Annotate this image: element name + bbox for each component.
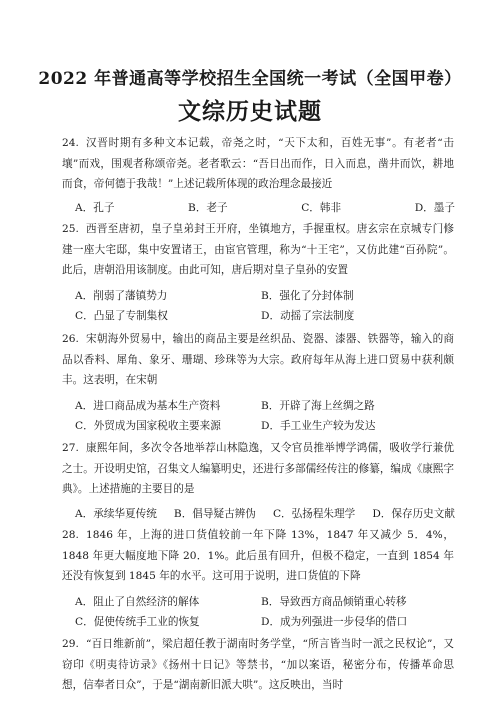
question-27-options <box>75 504 455 524</box>
exam-subtitle: 文综历史试题 <box>178 98 322 125</box>
question-25-options <box>75 286 455 326</box>
option-a[interactable]: A．阻止了自然经济的解体 <box>75 596 200 608</box>
question-stem: 西晋至唐初，皇子皇弟封王开府，坐镇地方，手握重权。唐玄宗在京城专门修建一座大宅邸，集中安置诸王，由宦官管理，称为“十王宅”，又仿此建“百孙院”。此后，唐朝沿用该制度。由此可知，唐后期对皇子皇孙的安置 <box>62 223 454 276</box>
option-c[interactable]: C．凸显了专制集权 <box>75 310 168 322</box>
option-b[interactable]: B．导致西方商品倾销重心转移 <box>261 596 407 608</box>
question-28 <box>62 525 454 587</box>
option-b[interactable]: B．强化了分封体制 <box>261 290 354 302</box>
option-b[interactable]: B．老子 <box>188 202 228 214</box>
question-26 <box>62 329 454 391</box>
option-c[interactable]: C．外贸成为国家税收主要来源 <box>75 420 221 432</box>
question-26-options <box>75 396 455 436</box>
option-c[interactable]: C．韩非 <box>301 202 342 214</box>
option-d[interactable]: D．墨子 <box>414 202 455 214</box>
question-27 <box>62 438 454 500</box>
question-number: 26. <box>62 333 79 345</box>
option-d[interactable]: D．动摇了宗法制度 <box>261 310 355 322</box>
option-d[interactable]: D．手工业生产较为发达 <box>261 420 376 432</box>
question-24-options <box>75 198 455 218</box>
question-28-options <box>75 592 455 632</box>
option-c[interactable]: C．促使传统手工业的恢复 <box>75 616 200 628</box>
question-number: 24. <box>62 137 79 149</box>
question-25 <box>62 219 454 281</box>
option-b[interactable]: B．倡导疑古辨伪 <box>173 508 256 520</box>
question-number: 27. <box>62 442 79 454</box>
question-stem: “百日维新前”，梁启超任教于湖南时务学堂，“所言皆当时一派之民权论”，又窃印《明夷待访录》《扬州十日记》等禁书，“加以案语，秘密分布，传播革命思想，信奉者日众”，于是“湖南新旧派大哄”。这反映出，当时 <box>62 638 454 691</box>
option-a[interactable]: A．承续华夏传统 <box>75 508 157 520</box>
exam-title: 2022 年普通高等学校招生全国统一考试（全国甲卷） <box>38 69 462 89</box>
option-a[interactable]: A．削弱了藩镇势力 <box>75 290 168 302</box>
question-number: 28. <box>62 529 79 541</box>
question-24 <box>62 133 454 195</box>
question-stem: 1846 年，上海的进口货值较前一年下降 13%，1847 年又减少 5．4%，1848 年更大幅度地下降 20．1%。此后虽有回升，但极不稳定，一直到 1854 年还没有恢复到 1845 年的水平。这可用于说明，进口货值的下降 <box>62 529 454 582</box>
option-a[interactable]: A．孔子 <box>75 202 115 214</box>
option-b[interactable]: B．开辟了海上丝绸之路 <box>261 400 375 412</box>
question-number: 25. <box>62 223 79 235</box>
question-number: 29. <box>62 638 79 650</box>
option-d[interactable]: D．保存历史文献 <box>372 508 455 520</box>
question-stem: 汉晋时期有多种文本记载，帝尧之时，“天下太和，百姓无事”。有老者“击壤”而戏，围观者称颂帝尧。老者歌云：“吾日出而作，日入而息，凿井而饮，耕地而食，帝何德于我哉！”上述记载所体现的政治理念最接近 <box>62 137 454 190</box>
option-d[interactable]: D．成为列强进一步侵华的借口 <box>261 616 408 628</box>
question-29 <box>62 634 454 696</box>
option-a[interactable]: A．进口商品成为基本生产资料 <box>75 400 221 412</box>
question-stem: 宋朝海外贸易中，输出的商品主要是丝织品、瓷器、漆器、铁器等，输入的商品以香料、犀角、象牙、珊瑚、珍珠等为大宗。政府每年从海上进口贸易中获利颇丰。这表明，在宋朝 <box>62 333 454 386</box>
option-c[interactable]: C．弘扬程朱理学 <box>272 508 356 520</box>
question-stem: 康熙年间，多次令各地举荐山林隐逸，又令官员推举博学鸿儒，吸收学行兼优之士。开设明史馆，召集文人编纂明史，还进行多部儒经传注的修纂，编成《康熙字典》。上述措施的主要目的是 <box>62 442 454 495</box>
